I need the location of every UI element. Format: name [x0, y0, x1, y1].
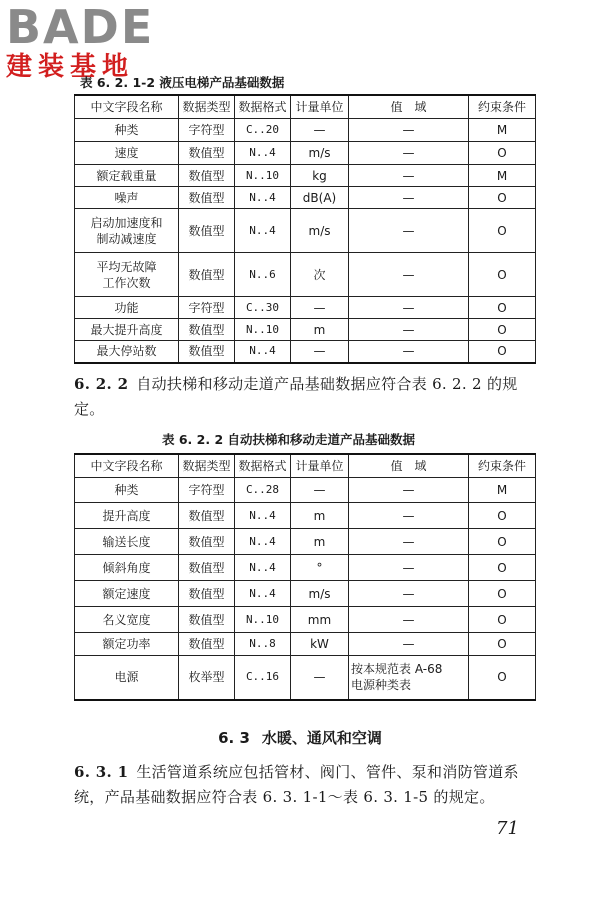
table-cell: N..4 — [235, 187, 291, 209]
table-cell: 数值型 — [179, 503, 235, 529]
table-cell: kW — [291, 633, 349, 656]
table-cell: 最大停站数 — [75, 341, 179, 363]
table-cell: 速度 — [75, 142, 179, 165]
table-cell: 字符型 — [179, 297, 235, 319]
table-cell: N..8 — [235, 633, 291, 656]
table-cell: m — [291, 503, 349, 529]
table-cell: O — [469, 503, 536, 529]
table-cell: m/s — [291, 581, 349, 607]
table-cell: 数值型 — [179, 209, 235, 253]
table-cell: N..6 — [235, 253, 291, 297]
table-cell: — — [349, 503, 469, 529]
table-row — [75, 297, 536, 319]
column-header: 数据类型 — [179, 454, 235, 478]
table-cell: M — [469, 165, 536, 187]
table-cell: — — [349, 142, 469, 165]
column-header: 约束条件 — [469, 95, 536, 119]
table-cell: 数值型 — [179, 555, 235, 581]
table-cell: 名义宽度 — [75, 607, 179, 633]
table-cell: — — [349, 478, 469, 503]
table-cell: 平均无故障 工作次数 — [75, 253, 179, 297]
table-row — [75, 529, 536, 555]
table-cell: O — [469, 581, 536, 607]
table-cell: 数值型 — [179, 187, 235, 209]
table-cell: — — [291, 478, 349, 503]
table-cell: 枚举型 — [179, 656, 235, 700]
section-heading — [0, 727, 600, 748]
table-cell: — — [349, 165, 469, 187]
logo — [6, 0, 176, 82]
table-cell: N..10 — [235, 607, 291, 633]
table-row — [75, 607, 536, 633]
table-cell: N..10 — [235, 319, 291, 341]
table-cell: 按本规范表 A-68 电源种类表 — [349, 656, 469, 700]
table-cell: 功能 — [75, 297, 179, 319]
table-row — [75, 209, 536, 253]
table-cell: — — [349, 555, 469, 581]
table-cell: — — [349, 297, 469, 319]
table-cell: M — [469, 478, 536, 503]
table-cell: — — [349, 607, 469, 633]
table-cell: 电源 — [75, 656, 179, 700]
clause-number: 6. 3. 1 — [74, 763, 129, 781]
table-cell: — — [291, 119, 349, 142]
table-row — [75, 633, 536, 656]
column-header: 数据格式 — [235, 454, 291, 478]
column-header: 数据类型 — [179, 95, 235, 119]
table-cell: 数值型 — [179, 529, 235, 555]
table-cell: N..4 — [235, 341, 291, 363]
logo-brand: BADE — [6, 0, 155, 54]
table-cell: 额定速度 — [75, 581, 179, 607]
table-cell: O — [469, 142, 536, 165]
table2-caption: 表 6. 2. 2 自动扶梯和移动走道产品基础数据 — [162, 432, 415, 447]
table-cell: O — [469, 529, 536, 555]
table-cell: — — [349, 341, 469, 363]
table-cell: m — [291, 319, 349, 341]
table-cell: N..10 — [235, 165, 291, 187]
table2-body — [75, 478, 536, 700]
column-header: 中文字段名称 — [75, 95, 179, 119]
table-cell: m/s — [291, 209, 349, 253]
table-cell: C..16 — [235, 656, 291, 700]
table-cell: mm — [291, 607, 349, 633]
table-cell: O — [469, 253, 536, 297]
table-cell: 数值型 — [179, 253, 235, 297]
table-row — [75, 555, 536, 581]
table-cell: — — [349, 319, 469, 341]
table-cell: 种类 — [75, 119, 179, 142]
table-cell: N..4 — [235, 581, 291, 607]
table-cell: — — [349, 633, 469, 656]
table-row — [75, 341, 536, 363]
table-cell: — — [349, 119, 469, 142]
table-cell: O — [469, 319, 536, 341]
table-row — [75, 142, 536, 165]
table-cell: — — [349, 187, 469, 209]
table-cell: 数值型 — [179, 633, 235, 656]
table-cell: 数值型 — [179, 581, 235, 607]
table-cell: ° — [291, 555, 349, 581]
table-row — [75, 119, 536, 142]
table1-caption: 表 6. 2. 1-2 液压电梯产品基础数据 — [80, 75, 285, 90]
table-cell: O — [469, 209, 536, 253]
column-header: 约束条件 — [469, 454, 536, 478]
table-cell: 倾斜角度 — [75, 555, 179, 581]
table-cell: 字符型 — [179, 119, 235, 142]
column-header: 中文字段名称 — [75, 454, 179, 478]
header-row — [75, 454, 536, 478]
table-cell: 数值型 — [179, 607, 235, 633]
column-header: 数据格式 — [235, 95, 291, 119]
table-cell: kg — [291, 165, 349, 187]
table-row — [75, 319, 536, 341]
table-cell: O — [469, 187, 536, 209]
table-cell: M — [469, 119, 536, 142]
table-cell: N..4 — [235, 503, 291, 529]
page-number: 71 — [496, 818, 519, 839]
table-cell: 启动加速度和 制动减速度 — [75, 209, 179, 253]
column-header: 计量单位 — [291, 95, 349, 119]
clause-text: 生活管道系统应包括管材、阀门、管件、泵和消防管道系统，产品基础数据应符合表 6. 3. 1-1～表 6. 3. 1-5 的规定。 — [74, 763, 519, 806]
table-cell: m — [291, 529, 349, 555]
table-cell: O — [469, 633, 536, 656]
table-cell: O — [469, 607, 536, 633]
table-cell: — — [349, 209, 469, 253]
table-row — [75, 581, 536, 607]
table-cell: — — [349, 529, 469, 555]
table-cell: 数值型 — [179, 341, 235, 363]
table-cell: 数值型 — [179, 319, 235, 341]
table-row — [75, 656, 536, 700]
table-cell: — — [349, 253, 469, 297]
table-cell: N..4 — [235, 209, 291, 253]
section-title: 水暖、通风和空调 — [261, 729, 382, 747]
table-cell: N..4 — [235, 529, 291, 555]
table-cell: O — [469, 341, 536, 363]
table-cell: 数值型 — [179, 142, 235, 165]
clause-6-2-2 — [74, 372, 544, 422]
logo-subtitle: 建装基地 — [6, 52, 135, 82]
table1-header — [75, 95, 536, 119]
table-cell: — — [291, 341, 349, 363]
table-cell: 次 — [291, 253, 349, 297]
table-cell: 额定功率 — [75, 633, 179, 656]
table-cell: C..30 — [235, 297, 291, 319]
table-cell: 最大提升高度 — [75, 319, 179, 341]
section-number: 6. 3 — [218, 729, 250, 747]
table-cell: C..20 — [235, 119, 291, 142]
table-cell: dB(A) — [291, 187, 349, 209]
table-row — [75, 503, 536, 529]
table-cell: C..28 — [235, 478, 291, 503]
column-header: 值 域 — [349, 95, 469, 119]
clause-text: 自动扶梯和移动走道产品基础数据应符合表 6. 2. 2 的规定。 — [74, 375, 518, 418]
header-row — [75, 95, 536, 119]
table-row — [75, 187, 536, 209]
table-cell: 噪声 — [75, 187, 179, 209]
table-cell: 种类 — [75, 478, 179, 503]
table-cell: 字符型 — [179, 478, 235, 503]
clause-6-3-1 — [74, 760, 544, 810]
table-hydraulic-elevator — [74, 94, 536, 364]
table-cell: N..4 — [235, 142, 291, 165]
table-cell: O — [469, 297, 536, 319]
table-cell: O — [469, 656, 536, 700]
table-cell: N..4 — [235, 555, 291, 581]
table-cell: — — [291, 656, 349, 700]
table-cell: 额定载重量 — [75, 165, 179, 187]
table-cell: — — [349, 581, 469, 607]
table-cell: O — [469, 555, 536, 581]
table-cell: 提升高度 — [75, 503, 179, 529]
table-cell: 数值型 — [179, 165, 235, 187]
table-row — [75, 253, 536, 297]
table-cell: m/s — [291, 142, 349, 165]
table1-body — [75, 119, 536, 363]
table2-header — [75, 454, 536, 478]
table-escalator — [74, 453, 536, 701]
table-cell: 输送长度 — [75, 529, 179, 555]
table-row — [75, 478, 536, 503]
column-header: 值 域 — [349, 454, 469, 478]
table-cell: — — [291, 297, 349, 319]
column-header: 计量单位 — [291, 454, 349, 478]
table-row — [75, 165, 536, 187]
clause-number: 6. 2. 2 — [74, 375, 129, 393]
